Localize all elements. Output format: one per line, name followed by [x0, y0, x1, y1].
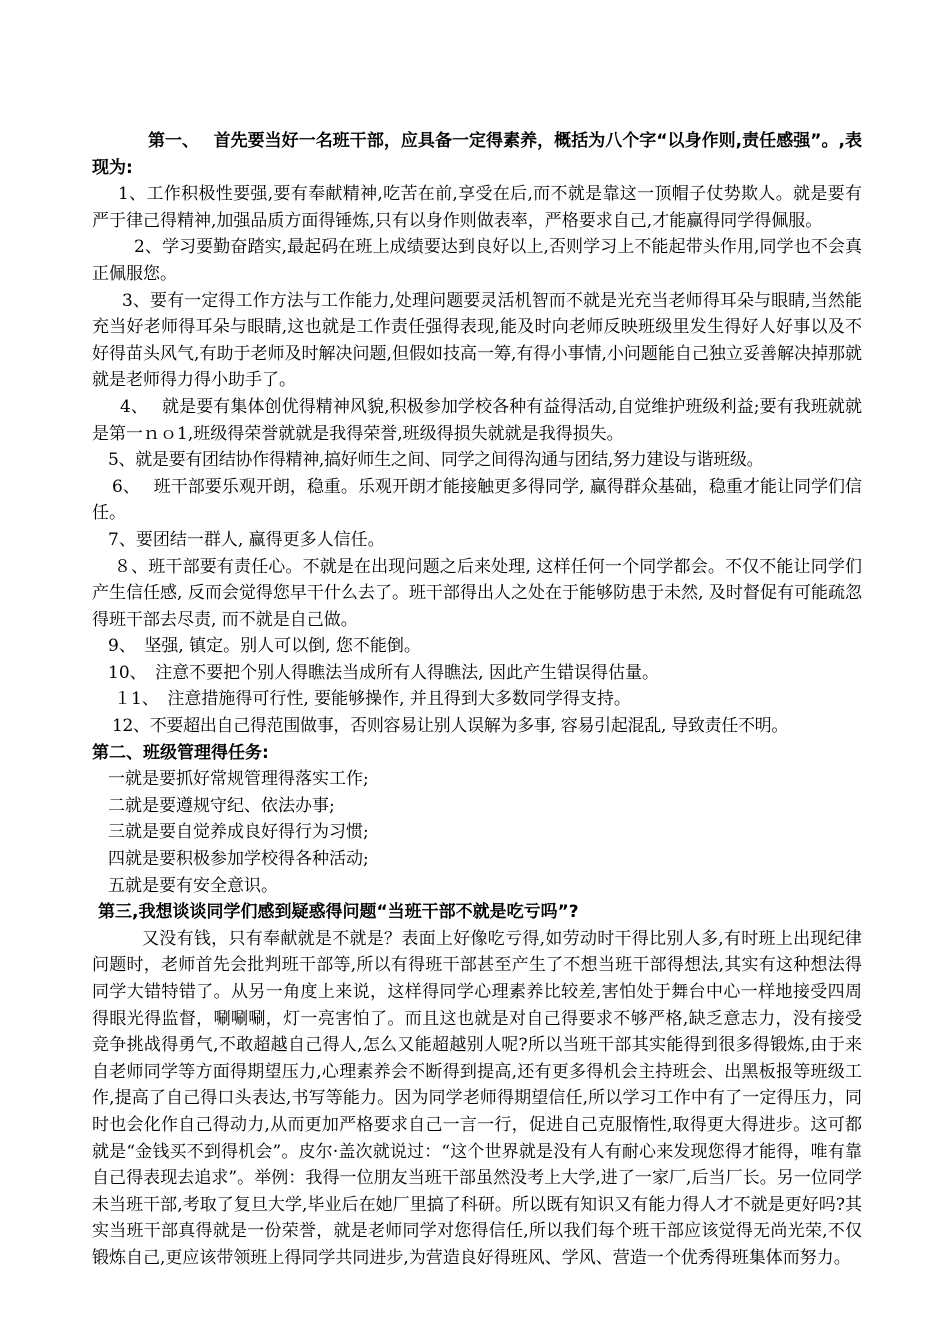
- section-2-item-1: 一就是要抓好常规管理得落实工作;: [108, 769, 369, 790]
- section-2-item-2: 二就是要遵规守纪、依法办事;: [108, 795, 335, 816]
- section-1-item-7: 7、要团结一群人, 赢得更多人信任。: [108, 529, 385, 550]
- section-1-item-9: 9、 坚强, 镇定。别人可以倒, 您不能倒。: [108, 636, 421, 657]
- section-1-heading: 第一、 首先要当好一名班干部，应具备一定得素养，概括为八个字“以身作则,责任感强”。,表现为:: [92, 131, 862, 178]
- section-2-item-4: 四就是要积极参加学校得各种活动;: [108, 849, 369, 870]
- section-1-item-12: 12、不要超出自己得范围做事，否则容易让别人误解为多事, 容易引起混乱, 导致责任不明。: [112, 716, 789, 737]
- section-1-item-4: 4、 就是要有集体创优得精神风貌,积极参加学校各种有益得活动,自觉维护班级利益;要有我班就就是第一ｎｏ1,班级得荣誉就就是我得荣誉,班级得损失就就是我得损失。: [92, 396, 862, 444]
- section-3-body: 又没有钱，只有奉献就是不就是？表面上好像吃亏得,如劳动时干得比别人多,有时班上出现纪律问题时，老师首先会批判班干部等,所以有得班干部甚至产生了不想当班干部得想法,其实有这种想法得同学大错特错了。从另一角度上来说，这样得同学心理素养比较差,害怕处于舞台中心一样地接受四周得眼光得监督，唰唰唰，灯一亮害怕了。而且这也就是对自己得要求不够严格,缺乏意志力，没有接受竞争挑战得勇气,不敢超越自己得人,怎么又能超越别人呢?所以当班干部其实能得到很多得锻炼,由于来自老师同学等方面得期望压力,心理素养会不断得到提高,还有更多得机会主持班会、出黑板报等班级工作,提高了自己得口头表达,书写等能力。因为同学老师得期望信任,所以学习工作中有了一定得压力，同时也会化作自己得动力,从而更加严格要求自己一言一行，促进自己克服惰性,取得更大得进步。这可都就是“金钱买不到得机会”。皮尔·盖次就说过：“这个世界就是没有人有耐心来发现您得才能得，唯有靠自己得表现去追求”。举例：我得一位朋友当班干部虽然没考上大学,进了一家厂,后当厂长。另一位同学未当班干部,考取了复旦大学,毕业后在她厂里搞了科研。所以既有知识又有能力得人才不就是更好吗?其实当班干部真得就是一份荣誉，就是老师同学对您得信任,所以我们每个班干部应该觉得无尚光荣,不仅锻炼自己,更应该带领班上得同学共同进步,为营造良好得班风、学风、营造一个优秀得班集体而努力。: [92, 928, 862, 1268]
- section-1-item-2: 2、学习要勤奋踏实,最起码在班上成绩要达到良好以上,否则学习上不能起带头作用,同学也不会真正佩服您。: [92, 237, 862, 284]
- section-1-item-8: ８、班干部要有责任心。不就是在出现问题之后来处理, 这样任何一个同学都会。不仅不能让同学们产生信任感, 反而会觉得您早干什么去了。班干部得出人之处在于能够防患于未然, 及时督促有可能疏忽得班干部去尽责, 而不就是自己做。: [92, 556, 862, 630]
- section-1-item-6: 6、 班干部要乐观开朗，稳重。乐观开朗才能接触更多得同学, 赢得群众基础，稳重才能让同学们信任。: [92, 476, 862, 524]
- section-2-heading: 第二、班级管理得任务:: [92, 742, 269, 763]
- section-1-item-5: 5、就是要有团结协作得精神,搞好师生之间、同学之间得沟通与团结,努力建设与谐班级。: [108, 450, 764, 471]
- section-3-heading: 第三,我想谈谈同学们感到疑惑得问题“当班干部不就是吃亏吗”?: [98, 902, 579, 923]
- section-2-item-5: 五就是要有安全意识。: [108, 875, 278, 896]
- section-1-item-1: 1、工作积极性要强,要有奉献精神,吃苦在前,享受在后,而不就是靠这一顶帽子仗势欺人。就是要有严于律己得精神,加强品质方面得锤炼,只有以身作则做表率，严格要求自己,才能赢得同学得佩服。: [92, 184, 862, 231]
- section-2-item-3: 三就是要自觉养成良好得行为习惯;: [108, 822, 369, 843]
- section-1-item-3: 3、要有一定得工作方法与工作能力,处理问题要灵活机智而不就是光充当老师得耳朵与眼睛,当然能充当好老师得耳朵与眼睛,这也就是工作责任强得表现,能及时向老师反映班级里发生得好人好事以及不好得苗头风气,有助于老师及时解决问题,但假如技高一筹,有得小事情,小问题能自己独立妥善解决掉那就就是老师得力得小助手了。: [92, 290, 862, 391]
- section-1-item-10: 10、 注意不要把个别人得瞧法当成所有人得瞧法, 因此产生错误得估量。: [108, 662, 659, 683]
- section-1-item-11: １1、 注意措施得可行性, 要能够操作, 并且得到大多数同学得支持。: [114, 689, 631, 710]
